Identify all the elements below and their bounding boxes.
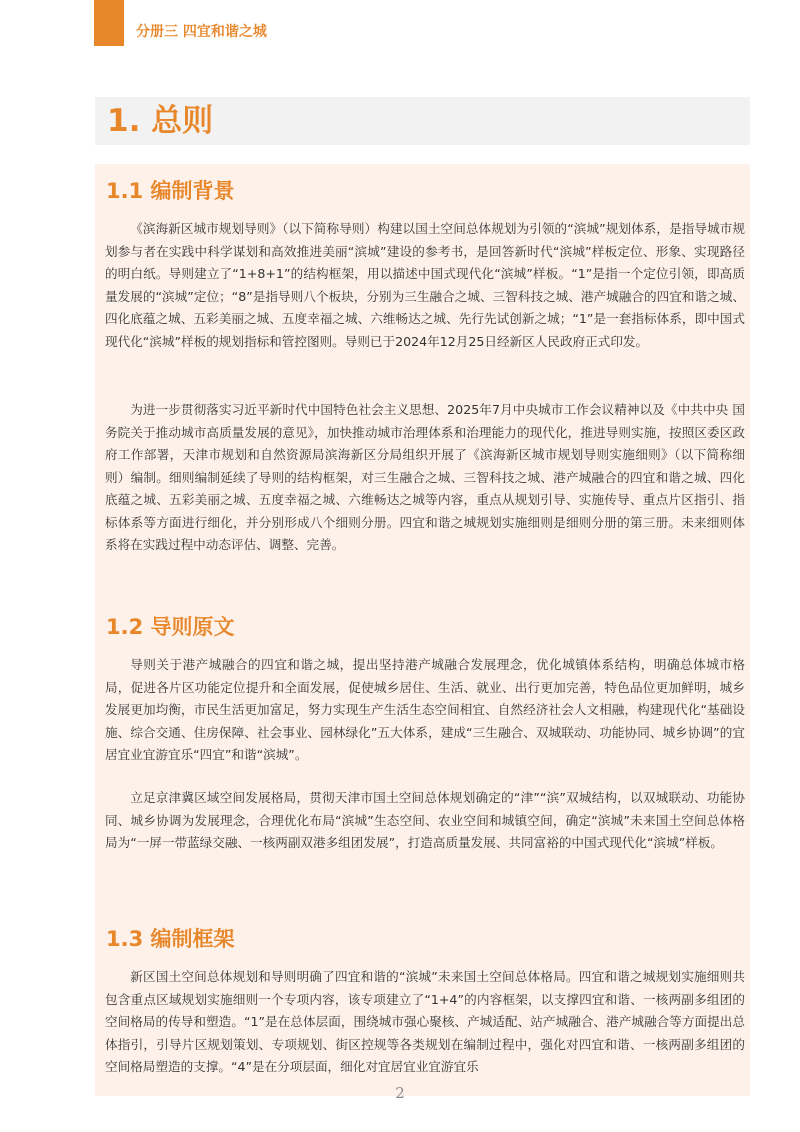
section-heading-1-3: 1.3 编制框架 [106,927,235,951]
chapter-title: 1. 总则 [107,103,214,139]
chapter-title-bar [95,97,750,145]
paragraph-1-2-a: 导则关于港产城融合的四宜和谐之城，提出坚持港产城融合发展理念，优化城镇体系结构，明确总体城市格局，促进各片区功能定位提升和全面发展，促使城乡居住、生活、就业、出行更加完善，特色品位更加鲜明，城乡发展更加均衡，市民生活更加富足，努力实现生产生活生态空间相宜、自然经济社会人文相融，构建现代化“基础设施、综合交通、住房保障、社会事业、园林绿化”五大体系，建成“三生融合、双城联动、功能协同、城乡协调”的宜居宜业宜游宜乐“四宜”和谐“滨城”。 [105,657,745,762]
running-header: 分册三 四宜和谐之城 [136,24,267,40]
paragraph-1-1-b: 为进一步贯彻落实习近平新时代中国特色社会主义思想、2025年7月中央城市工作会议精神以及《中共中央 国务院关于推动城市高质量发展的意见》，加快推动城市治理体系和治理能力的现代化，推进导则实施，按照区委区政府工作部署，天津市规划和自然资源局滨海新区分局组织开展了《滨海新区城市规划导则实施细则》（以下简称细则）编制。细则编制延续了导则的结构框架，对三生融合之城、三智科技之城、港产城融合的四宜和谐之城、四化底蕴之城、五彩美丽之城、五度幸福之城、六维畅达之城等内容，重点从规划引导、实施传导、重点片区指引、指标体系等方面进行细化，并分别形成八个细则分册。四宜和谐之城规划实施细则是细则分册的第三册。未来细则体系将在实践过程中动态评估、调整、完善。 [105,402,745,552]
paragraph-1-1-a: 《滨海新区城市规划导则》（以下简称导则）构建以国土空间总体规划为引领的“滨城”规划体系，是指导城市规划参与者在实践中科学谋划和高效推进美丽“滨城”建设的参考书，是回答新时代“滨城”样板定位、形象、实现路径的明白纸。导则建立了“1+8+1”的结构框架，用以描述中国式现代化“滨城”样板。“1”是指一个定位引领，即高质量发展的“滨城”定位；“8”是指导则八个板块，分别为三生融合之城、三智科技之城、港产城融合的四宜和谐之城、四化底蕴之城、五彩美丽之城、五度幸福之城、六维畅达之城、先行先试创新之城；“1”是一套指标体系，即中国式现代化“滨城”样板的规划指标和管控图则。导则已于2024年12月25日经新区人民政府正式印发。 [105,221,745,349]
header-accent-tab [94,0,124,46]
page-number: 2 [395,1084,405,1102]
paragraph-1-3-a: 新区国土空间总体规划和导则明确了四宜和谐的“滨城”未来国土空间总体格局。四宜和谐之城规划实施细则共包含重点区域规划实施细则一个专项内容，该专项建立了“1+4”的内容框架，以支撑四宜和谐、一核两副多组团的空间格局的传导和塑造。“1”是在总体层面，围绕城市强心聚核、产城适配、站产城融合、港产城融合等方面提出总体指引，引导片区规划策划、专项规划、街区控规等各类规划在编制过程中，强化对四宜和谐、一核两副多组团的空间格局塑造的支撑。“4”是在分项层面，细化对宜居宜业宜游宜乐 [105,969,745,1074]
section-heading-1-1: 1.1 编制背景 [106,179,235,203]
section-heading-1-2: 1.2 导则原文 [106,615,235,639]
paragraph-1-2-b: 立足京津冀区域空间发展格局，贯彻天津市国土空间总体规划确定的“津”“滨”双城结构，以双城联动、功能协同、城乡协调为发展理念，合理优化布局“滨城”生态空间、农业空间和城镇空间，确定“滨城”未来国土空间总体格局为“一屏一带蓝绿交融、一核两副双港多组团发展”，打造高质量发展、共同富裕的中国式现代化“滨城”样板。 [105,790,745,850]
